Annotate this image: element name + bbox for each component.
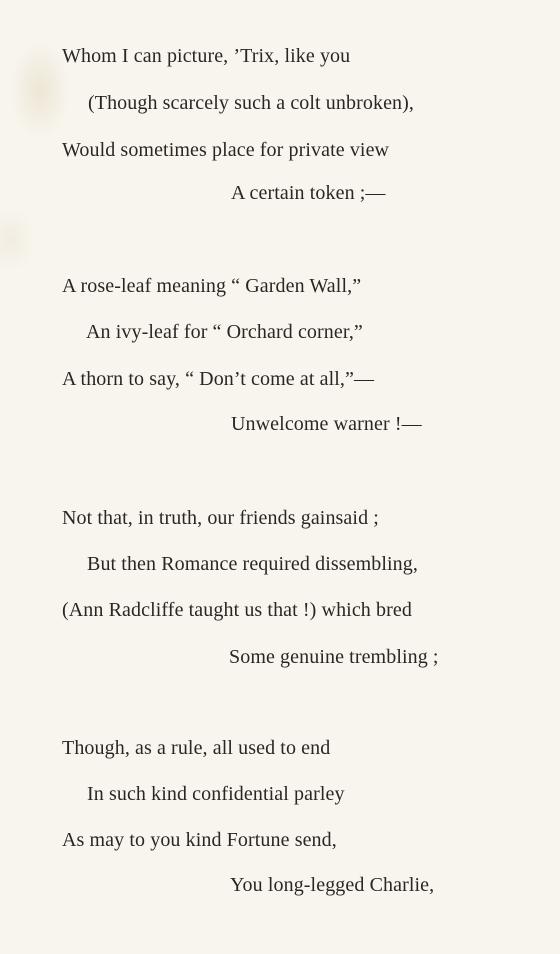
poem-line: As may to you kind Fortune send,: [62, 829, 337, 851]
poem-line: Whom I can picture, ’Trix, like you: [62, 45, 351, 67]
poem-line: Unwelcome warner !—: [231, 413, 422, 435]
poem-line: You long-legged Charlie,: [230, 874, 435, 896]
poem-line: Though, as a rule, all used to end: [62, 737, 331, 759]
poem-line: But then Romance required dissembling,: [87, 553, 418, 575]
poem-line: (Though scarcely such a colt unbroken),: [88, 92, 415, 114]
poem-line: An ivy-leaf for “ Orchard corner,”: [86, 321, 363, 343]
poem-line: In such kind confidential parley: [87, 783, 345, 805]
poem-line: (Ann Radcliffe taught us that !) which bred: [62, 599, 412, 621]
poem-line: Not that, in truth, our friends gainsaid ;: [62, 507, 379, 529]
poem-line: A certain token ;—: [231, 182, 386, 204]
poem-line: Would sometimes place for private view: [62, 139, 390, 161]
poem-line: A thorn to say, “ Don’t come at all,”—: [62, 368, 375, 390]
poem-line: A rose-leaf meaning “ Garden Wall,”: [62, 275, 362, 297]
poem-line: Some genuine trembling ;: [229, 646, 439, 668]
